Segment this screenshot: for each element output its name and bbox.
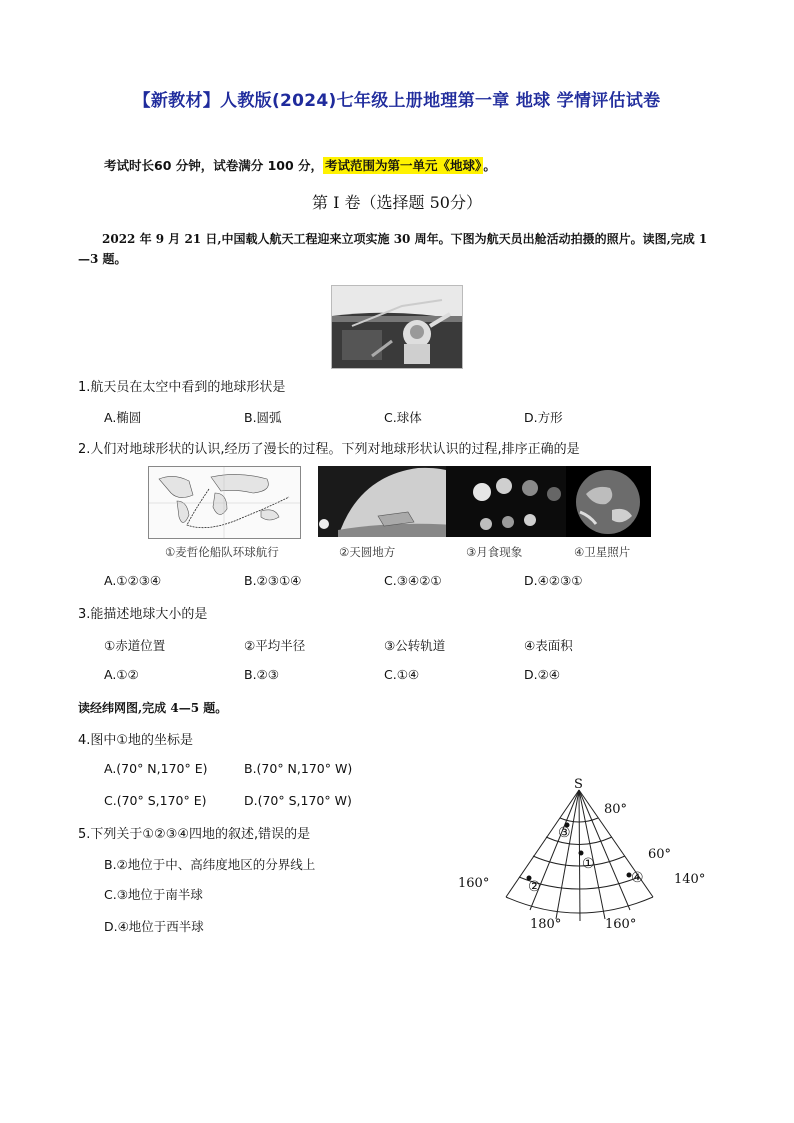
caption-3: ③月食现象 — [466, 545, 523, 559]
exam-scope-highlight: 考试范围为第一单元《地球》 — [325, 158, 482, 173]
question-5: 5.下列关于①②③④四地的叙述,错误的是 — [78, 827, 311, 842]
graticule-diagram — [450, 776, 720, 936]
q5-option-c[interactable]: C.③地位于南半球 — [104, 887, 203, 902]
q4-option-d[interactable]: D.(70° S,170° W) — [244, 793, 352, 808]
point-4-label: ④ — [631, 870, 644, 886]
lon-label-160-left: 160° — [458, 876, 490, 891]
q3-item-2: ②平均半径 — [244, 638, 306, 653]
q5-option-d[interactable]: D.④地位于西半球 — [104, 919, 204, 934]
document-title: 【新教材】人教版(2024)七年级上册地理第一章 地球 学情评估试卷 — [133, 91, 661, 111]
q3-item-1: ①赤道位置 — [104, 638, 166, 653]
q2-option-c[interactable]: C.③④②① — [384, 573, 442, 588]
q2-option-a[interactable]: A.①②③④ — [104, 573, 162, 588]
q1-option-c[interactable]: C.球体 — [384, 410, 422, 425]
question-4: 4.图中①地的坐标是 — [78, 733, 194, 748]
passage-2: 读经纬网图,完成 4—5 题。 — [78, 701, 228, 715]
lat-label-60: 60° — [648, 847, 672, 862]
section-title: 第 I 卷（选择题 50分） — [312, 193, 482, 212]
q3-option-b[interactable]: B.②③ — [244, 667, 279, 682]
passage-1: 2022 年 9 月 21 日,中国载人航天工程迎来立项实施 30 周年。下图为航天员出舱活动拍摄的照片。读图,完成 1—3 题。 — [78, 232, 708, 266]
q2-option-b[interactable]: B.②③①④ — [244, 573, 302, 588]
lon-label-160-right: 160° — [605, 917, 637, 932]
q4-option-b[interactable]: B.(70° N,170° W) — [244, 761, 353, 776]
exam-info-end: 。 — [483, 158, 496, 173]
point-3-label: ③ — [558, 825, 571, 841]
q3-item-3: ③公转轨道 — [384, 638, 446, 653]
lon-label-180: 180° — [530, 917, 562, 932]
q2-option-d[interactable]: D.④②③① — [524, 573, 583, 588]
point-2-label: ② — [528, 879, 541, 895]
caption-4: ④卫星照片 — [574, 545, 631, 559]
q3-option-c[interactable]: C.①④ — [384, 667, 420, 682]
question-2: 2.人们对地球形状的认识,经历了漫长的过程。下列对地球形状认识的过程,排序正确的是 — [78, 442, 580, 457]
q4-option-a[interactable]: A.(70° N,170° E) — [104, 761, 208, 776]
question-3: 3.能描述地球大小的是 — [78, 607, 208, 622]
caption-2: ②天圆地方 — [339, 545, 396, 559]
exam-info — [104, 156, 496, 174]
astronaut-photo — [331, 285, 463, 369]
caption-1: ①麦哲伦船队环球航行 — [165, 545, 279, 559]
lat-label-80: 80° — [604, 802, 628, 817]
q3-option-d[interactable]: D.②④ — [524, 667, 561, 682]
q4-option-c[interactable]: C.(70° S,170° E) — [104, 793, 207, 808]
point-1-label: ① — [582, 856, 595, 872]
question-1: 1.航天员在太空中看到的地球形状是 — [78, 380, 286, 395]
q3-option-a[interactable]: A.①② — [104, 667, 139, 682]
q3-item-4: ④表面积 — [524, 638, 573, 653]
magellan-route-map — [148, 466, 301, 539]
exam-info-text: 考试时长60 分钟，试卷满分 100 分， — [104, 158, 324, 173]
satellite-earth-photo — [566, 466, 651, 537]
q1-option-d[interactable]: D.方形 — [524, 410, 563, 425]
pole-label: S — [574, 777, 583, 792]
q5-option-b[interactable]: B.②地位于中、高纬度地区的分界线上 — [104, 857, 316, 872]
lon-label-140: 140° — [674, 872, 706, 887]
q1-option-a[interactable]: A.椭圆 — [104, 410, 142, 425]
q1-option-b[interactable]: B.圆弧 — [244, 410, 282, 425]
